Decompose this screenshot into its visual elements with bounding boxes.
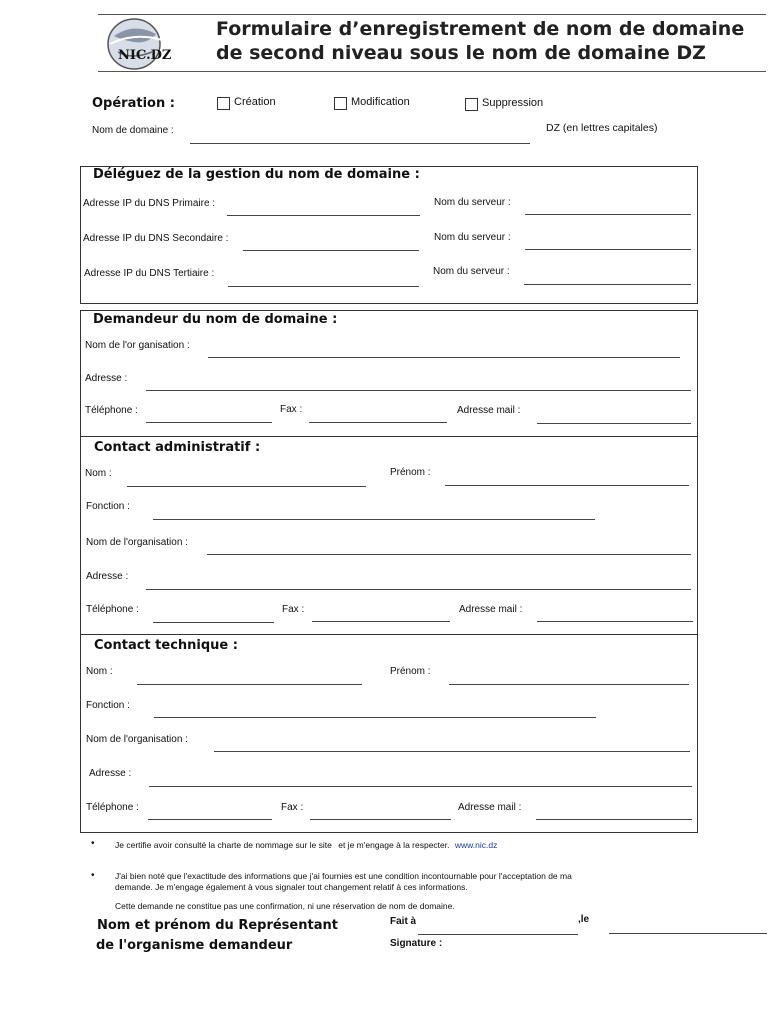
admin-nom-label: Nom : — [85, 468, 112, 479]
admin-phone-label: Téléphone : — [86, 604, 139, 615]
demandeur-fax-label: Fax : — [280, 404, 303, 415]
admin-prenom-label: Prénom : — [390, 467, 431, 478]
divider-admin — [80, 436, 697, 437]
tech-org-label: Nom de l'organisation : — [86, 734, 188, 745]
tech-fonction-field[interactable] — [154, 717, 596, 718]
header-divider-bottom — [98, 71, 766, 72]
certify-text-a: Je certifie avoir consulté la charte de nommage sur le site — [115, 840, 332, 850]
contacts-section — [80, 310, 698, 833]
tech-nom-field[interactable] — [137, 684, 362, 685]
tech-address-label: Adresse : — [89, 768, 132, 779]
demandeur-mail-field[interactable] — [537, 423, 691, 424]
fait-field[interactable] — [418, 934, 578, 935]
server-primary-field[interactable] — [525, 214, 691, 215]
bullet-icon: • — [91, 838, 95, 849]
server-secondary-label: Nom du serveur : — [434, 232, 511, 243]
demandeur-org-field[interactable] — [208, 357, 680, 358]
demandeur-phone-field[interactable] — [146, 422, 272, 423]
certify-line2b: demande. Je m'engage également à vous signaler tout changement relatif à ces informations. — [115, 882, 468, 892]
demandeur-heading: Demandeur du nom de domaine : — [93, 312, 338, 327]
logo-text: NIC.DZ — [118, 48, 172, 63]
tech-fonction-label: Fonction : — [86, 700, 130, 711]
admin-fonction-field[interactable] — [153, 519, 595, 520]
domain-name-label: Nom de domaine : — [92, 125, 174, 136]
operation-label: Opération : — [92, 96, 175, 111]
admin-heading: Contact administratif : — [94, 440, 261, 455]
admin-phone-field[interactable] — [153, 622, 274, 623]
creation-checkbox[interactable] — [217, 97, 230, 110]
dns-secondary-label: Adresse IP du DNS Secondaire : — [83, 233, 229, 244]
admin-mail-label: Adresse mail : — [459, 604, 523, 615]
demandeur-org-label: Nom de l'or ganisation : — [85, 340, 190, 351]
tech-mail-field[interactable] — [536, 819, 692, 820]
demandeur-phone-label: Téléphone : — [85, 405, 138, 416]
suppression-label: Suppression — [482, 97, 544, 109]
domain-name-field[interactable] — [190, 143, 530, 144]
dns-secondary-ip-field[interactable] — [243, 250, 419, 251]
page-title-line2: de second niveau sous le nom de domaine DZ — [216, 42, 706, 64]
dns-primary-ip-field[interactable] — [227, 215, 420, 216]
bullet-icon: • — [91, 870, 95, 881]
suppression-checkbox[interactable] — [465, 98, 478, 111]
admin-mail-field[interactable] — [537, 621, 693, 622]
tech-address-field[interactable] — [149, 786, 692, 787]
demandeur-fax-field[interactable] — [309, 422, 447, 423]
tech-org-field[interactable] — [214, 751, 690, 752]
tech-mail-label: Adresse mail : — [458, 802, 522, 813]
tech-prenom-label: Prénom : — [390, 666, 431, 677]
demandeur-mail-label: Adresse mail : — [457, 405, 521, 416]
server-secondary-field[interactable] — [525, 249, 691, 250]
rep-label-line1: Nom et prénom du Représentant — [97, 918, 338, 933]
admin-org-field[interactable] — [207, 554, 691, 555]
admin-nom-field[interactable] — [127, 486, 366, 487]
demandeur-address-label: Adresse : — [85, 373, 128, 384]
tech-phone-label: Téléphone : — [86, 802, 139, 813]
admin-org-label: Nom de l'organisation : — [86, 537, 188, 548]
admin-address-label: Adresse : — [86, 571, 129, 582]
delegation-heading: Déléguez de la gestion du nom de domaine : — [93, 167, 420, 182]
tech-fax-field[interactable] — [310, 819, 451, 820]
globe-logo-icon — [104, 14, 178, 72]
tech-heading: Contact technique : — [94, 638, 238, 653]
tech-prenom-field[interactable] — [449, 684, 689, 685]
admin-fonction-label: Fonction : — [86, 501, 130, 512]
divider-tech — [80, 634, 697, 635]
dz-note: DZ (en lettres capitales) — [546, 122, 658, 134]
page-title-line1: Formulaire d’enregistrement de nom de domaine — [216, 18, 745, 40]
nic-link[interactable]: www.nic.dz — [454, 840, 498, 850]
header-divider-top — [98, 14, 766, 15]
modification-checkbox[interactable] — [334, 97, 347, 110]
certify-line2a: J'ai bien noté que l'exactitude des informations que j'ai fournies est une condition incontournable pour l'acceptation de ma — [115, 871, 572, 881]
certify-line1 — [115, 840, 497, 850]
tech-phone-field[interactable] — [148, 819, 272, 820]
modification-label: Modification — [351, 96, 410, 108]
dns-primary-label: Adresse IP du DNS Primaire : — [83, 198, 216, 209]
tech-nom-label: Nom : — [86, 666, 113, 677]
certify-note: Cette demande ne constitue pas une confirmation, ni une réservation de nom de domaine. — [115, 901, 455, 911]
admin-fax-label: Fax : — [282, 604, 305, 615]
server-primary-label: Nom du serveur : — [434, 197, 511, 208]
tech-fax-label: Fax : — [281, 802, 304, 813]
header-logo — [104, 14, 178, 72]
admin-fax-field[interactable] — [312, 621, 450, 622]
fait-label: Fait à — [390, 916, 417, 927]
server-tertiary-label: Nom du serveur : — [433, 266, 510, 277]
rep-label-line2: de l'organisme demandeur — [96, 938, 293, 953]
dns-tertiary-ip-field[interactable] — [228, 286, 419, 287]
certify-text-b: et je m'engage à la respecter. — [338, 840, 450, 850]
admin-prenom-field[interactable] — [445, 485, 689, 486]
demandeur-address-field[interactable] — [146, 390, 691, 391]
dns-tertiary-label: Adresse IP du DNS Tertiaire : — [84, 268, 215, 279]
signature-label: Signature : — [390, 938, 443, 949]
server-tertiary-field[interactable] — [524, 284, 691, 285]
admin-address-field[interactable] — [146, 589, 691, 590]
le-label: ,le — [578, 914, 590, 925]
creation-label: Création — [234, 96, 276, 108]
date-field[interactable] — [609, 933, 767, 934]
